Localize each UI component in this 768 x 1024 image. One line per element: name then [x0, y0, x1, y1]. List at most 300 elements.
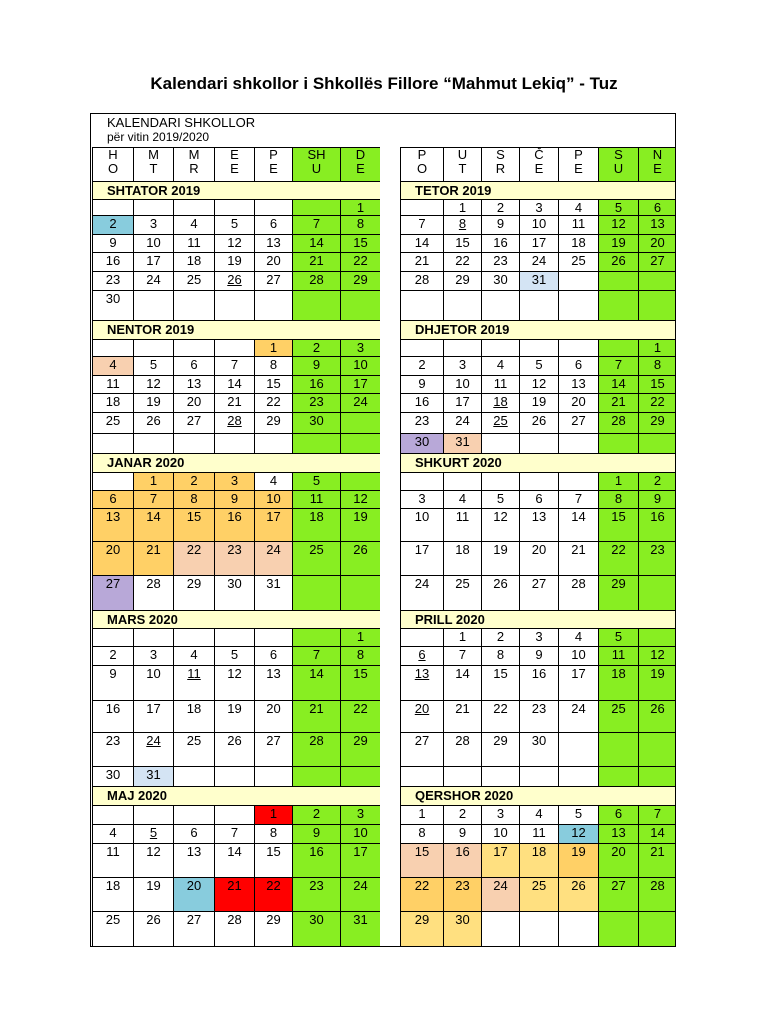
day-cell: 24 — [400, 575, 443, 610]
day-cell: 3 — [519, 628, 558, 646]
left-day-header-0: H O — [92, 147, 133, 181]
day-cell: 13 — [254, 234, 292, 252]
day-cell: 18 — [292, 508, 340, 541]
day-cell: 13 — [400, 665, 443, 700]
day-cell: 30 — [292, 412, 340, 433]
day-cell — [638, 911, 676, 947]
day-cell — [254, 199, 292, 215]
day-cell: 15 — [254, 843, 292, 877]
day-cell: 7 — [292, 215, 340, 234]
day-cell: 28 — [443, 732, 481, 766]
day-cell: 11 — [92, 843, 133, 877]
day-cell: 2 — [292, 339, 340, 356]
day-cell: 3 — [214, 472, 254, 490]
day-cell: 6 — [254, 646, 292, 665]
caption-year: për vitin 2019/2020 — [107, 130, 210, 144]
day-cell: 14 — [598, 375, 638, 393]
day-cell: 16 — [292, 843, 340, 877]
day-cell: 13 — [92, 508, 133, 541]
day-cell: 28 — [598, 412, 638, 433]
day-cell: 2 — [443, 805, 481, 824]
day-cell: 27 — [173, 911, 214, 947]
right-day-header-1: U T — [443, 147, 481, 181]
day-cell: 2 — [92, 215, 133, 234]
day-cell: 16 — [638, 508, 676, 541]
day-cell: 7 — [133, 490, 173, 508]
day-cell: 11 — [173, 665, 214, 700]
day-cell — [173, 433, 214, 453]
day-cell: 5 — [214, 215, 254, 234]
day-cell — [92, 339, 133, 356]
day-cell — [400, 339, 443, 356]
day-cell: 4 — [92, 824, 133, 843]
day-cell — [214, 199, 254, 215]
day-cell: 5 — [558, 805, 598, 824]
day-cell: 12 — [214, 665, 254, 700]
day-cell: 8 — [598, 490, 638, 508]
day-cell: 19 — [638, 665, 676, 700]
day-cell: 19 — [214, 252, 254, 271]
day-cell: 27 — [400, 732, 443, 766]
day-cell: 11 — [598, 646, 638, 665]
day-cell: 9 — [638, 490, 676, 508]
day-cell — [519, 911, 558, 947]
day-cell — [173, 805, 214, 824]
day-cell: 10 — [254, 490, 292, 508]
day-cell: 4 — [173, 215, 214, 234]
day-cell: 8 — [638, 356, 676, 375]
day-cell: 2 — [92, 646, 133, 665]
day-cell — [173, 199, 214, 215]
day-cell: 9 — [519, 646, 558, 665]
day-cell: 11 — [92, 375, 133, 393]
right-day-header-2: S R — [481, 147, 519, 181]
day-cell: 30 — [92, 766, 133, 786]
day-cell: 1 — [340, 199, 380, 215]
day-cell: 23 — [292, 877, 340, 911]
day-cell: 22 — [638, 393, 676, 412]
day-cell: 20 — [558, 393, 598, 412]
day-cell: 27 — [519, 575, 558, 610]
day-cell: 25 — [443, 575, 481, 610]
day-cell — [598, 732, 638, 766]
day-cell: 30 — [443, 911, 481, 947]
day-cell: 5 — [519, 356, 558, 375]
right-day-header-0: P O — [400, 147, 443, 181]
day-cell — [481, 290, 519, 320]
day-cell: 8 — [173, 490, 214, 508]
day-cell: 16 — [92, 700, 133, 732]
day-cell — [481, 433, 519, 453]
day-cell: 14 — [292, 234, 340, 252]
day-cell: 25 — [598, 700, 638, 732]
day-cell: 2 — [481, 628, 519, 646]
day-cell: 23 — [214, 541, 254, 575]
day-cell: 5 — [214, 646, 254, 665]
day-cell — [638, 732, 676, 766]
day-cell — [173, 766, 214, 786]
month-header: MARS 2020 — [92, 610, 380, 628]
day-cell: 28 — [400, 271, 443, 290]
month-header: QERSHOR 2020 — [400, 786, 676, 805]
day-cell: 4 — [443, 490, 481, 508]
day-cell: 31 — [443, 433, 481, 453]
day-cell: 24 — [133, 271, 173, 290]
day-cell: 8 — [340, 646, 380, 665]
right-day-header-4: P E — [558, 147, 598, 181]
day-cell — [133, 339, 173, 356]
month-header: SHTATOR 2019 — [92, 181, 380, 199]
day-cell: 12 — [638, 646, 676, 665]
day-cell: 23 — [92, 732, 133, 766]
day-cell: 12 — [340, 490, 380, 508]
day-cell: 28 — [292, 732, 340, 766]
day-cell: 26 — [214, 271, 254, 290]
day-cell — [638, 290, 676, 320]
right-day-header-3: Č E — [519, 147, 558, 181]
day-cell: 5 — [133, 824, 173, 843]
day-cell: 1 — [598, 472, 638, 490]
day-cell: 13 — [173, 843, 214, 877]
day-cell — [481, 911, 519, 947]
day-cell: 17 — [443, 393, 481, 412]
day-cell: 17 — [133, 700, 173, 732]
day-cell: 4 — [92, 356, 133, 375]
day-cell: 19 — [133, 393, 173, 412]
day-cell — [340, 766, 380, 786]
day-cell: 22 — [173, 541, 214, 575]
day-cell: 20 — [254, 700, 292, 732]
day-cell: 15 — [173, 508, 214, 541]
day-cell: 11 — [443, 508, 481, 541]
day-cell — [214, 290, 254, 320]
right-day-header-5: S U — [598, 147, 638, 181]
day-cell: 14 — [443, 665, 481, 700]
day-cell: 27 — [598, 877, 638, 911]
day-cell: 25 — [558, 252, 598, 271]
day-cell: 25 — [92, 412, 133, 433]
day-cell: 26 — [133, 911, 173, 947]
day-cell: 27 — [254, 271, 292, 290]
day-cell: 8 — [443, 215, 481, 234]
day-cell: 19 — [214, 700, 254, 732]
day-cell: 30 — [519, 732, 558, 766]
day-cell: 20 — [92, 541, 133, 575]
day-cell — [340, 433, 380, 453]
day-cell: 13 — [638, 215, 676, 234]
day-cell: 8 — [254, 824, 292, 843]
day-cell: 8 — [340, 215, 380, 234]
day-cell: 16 — [292, 375, 340, 393]
day-cell — [519, 339, 558, 356]
day-cell: 1 — [133, 472, 173, 490]
day-cell — [638, 766, 676, 786]
day-cell: 13 — [598, 824, 638, 843]
day-cell — [340, 412, 380, 433]
day-cell — [400, 766, 443, 786]
day-cell: 14 — [133, 508, 173, 541]
day-cell: 30 — [214, 575, 254, 610]
day-cell: 6 — [254, 215, 292, 234]
month-header: NENTOR 2019 — [92, 320, 380, 339]
day-cell: 26 — [133, 412, 173, 433]
month-header: MAJ 2020 — [92, 786, 380, 805]
day-cell — [340, 575, 380, 610]
day-cell: 22 — [443, 252, 481, 271]
day-cell: 21 — [638, 843, 676, 877]
day-cell — [443, 472, 481, 490]
day-cell — [598, 766, 638, 786]
day-cell: 1 — [400, 805, 443, 824]
day-cell — [400, 472, 443, 490]
day-cell: 12 — [133, 843, 173, 877]
day-cell: 3 — [400, 490, 443, 508]
day-cell: 17 — [519, 234, 558, 252]
day-cell: 21 — [443, 700, 481, 732]
day-cell — [133, 805, 173, 824]
day-cell: 31 — [340, 911, 380, 947]
day-cell — [133, 290, 173, 320]
day-cell — [558, 290, 598, 320]
day-cell — [519, 433, 558, 453]
day-cell: 18 — [558, 234, 598, 252]
day-cell: 7 — [400, 215, 443, 234]
day-cell: 20 — [173, 877, 214, 911]
left-day-header-5: SH U — [292, 147, 340, 181]
day-cell: 4 — [558, 628, 598, 646]
left-day-header-2: M R — [173, 147, 214, 181]
day-cell: 29 — [443, 271, 481, 290]
day-cell — [638, 575, 676, 610]
day-cell: 9 — [92, 234, 133, 252]
day-cell: 16 — [400, 393, 443, 412]
day-cell: 16 — [481, 234, 519, 252]
day-cell: 19 — [598, 234, 638, 252]
day-cell: 3 — [133, 646, 173, 665]
day-cell — [598, 433, 638, 453]
day-cell: 28 — [214, 911, 254, 947]
day-cell — [400, 199, 443, 215]
day-cell: 21 — [133, 541, 173, 575]
day-cell: 9 — [292, 824, 340, 843]
day-cell: 18 — [598, 665, 638, 700]
day-cell: 9 — [481, 215, 519, 234]
day-cell — [558, 766, 598, 786]
day-cell: 23 — [519, 700, 558, 732]
day-cell: 19 — [519, 393, 558, 412]
day-cell: 22 — [598, 541, 638, 575]
day-cell — [92, 433, 133, 453]
day-cell: 24 — [443, 412, 481, 433]
day-cell: 6 — [519, 490, 558, 508]
day-cell: 18 — [443, 541, 481, 575]
day-cell: 5 — [598, 199, 638, 215]
day-cell: 6 — [400, 646, 443, 665]
day-cell: 24 — [340, 877, 380, 911]
day-cell — [340, 290, 380, 320]
day-cell: 9 — [92, 665, 133, 700]
day-cell — [214, 766, 254, 786]
day-cell: 20 — [254, 252, 292, 271]
day-cell: 22 — [254, 877, 292, 911]
day-cell: 11 — [558, 215, 598, 234]
day-cell: 15 — [481, 665, 519, 700]
day-cell — [214, 628, 254, 646]
day-cell: 29 — [598, 575, 638, 610]
day-cell: 21 — [292, 700, 340, 732]
day-cell: 6 — [173, 356, 214, 375]
day-cell — [598, 290, 638, 320]
right-day-header-6: N E — [638, 147, 676, 181]
day-cell: 19 — [481, 541, 519, 575]
day-cell: 4 — [519, 805, 558, 824]
day-cell — [292, 199, 340, 215]
day-cell: 17 — [558, 665, 598, 700]
day-cell: 4 — [254, 472, 292, 490]
day-cell: 25 — [292, 541, 340, 575]
day-cell: 21 — [214, 393, 254, 412]
day-cell: 12 — [558, 824, 598, 843]
day-cell: 7 — [558, 490, 598, 508]
day-cell — [519, 766, 558, 786]
day-cell — [598, 271, 638, 290]
day-cell — [481, 766, 519, 786]
day-cell: 29 — [340, 732, 380, 766]
day-cell: 28 — [214, 412, 254, 433]
day-cell: 3 — [481, 805, 519, 824]
day-cell — [638, 628, 676, 646]
day-cell: 21 — [400, 252, 443, 271]
day-cell: 26 — [214, 732, 254, 766]
day-cell: 3 — [133, 215, 173, 234]
day-cell: 2 — [481, 199, 519, 215]
day-cell: 10 — [481, 824, 519, 843]
day-cell: 24 — [481, 877, 519, 911]
day-cell: 22 — [340, 252, 380, 271]
month-header: JANAR 2020 — [92, 453, 380, 472]
day-cell: 20 — [598, 843, 638, 877]
day-cell — [443, 766, 481, 786]
day-cell: 12 — [519, 375, 558, 393]
day-cell: 2 — [400, 356, 443, 375]
month-header: TETOR 2019 — [400, 181, 676, 199]
day-cell: 1 — [254, 339, 292, 356]
day-cell: 25 — [481, 412, 519, 433]
day-cell: 25 — [519, 877, 558, 911]
day-cell — [214, 339, 254, 356]
day-cell: 5 — [133, 356, 173, 375]
day-cell: 17 — [133, 252, 173, 271]
day-cell: 28 — [638, 877, 676, 911]
left-day-header-4: P E — [254, 147, 292, 181]
day-cell: 15 — [598, 508, 638, 541]
day-cell: 18 — [173, 700, 214, 732]
day-cell: 10 — [400, 508, 443, 541]
day-cell: 15 — [443, 234, 481, 252]
day-cell: 24 — [133, 732, 173, 766]
day-cell — [254, 766, 292, 786]
day-cell — [133, 199, 173, 215]
day-cell: 23 — [443, 877, 481, 911]
day-cell: 2 — [638, 472, 676, 490]
day-cell — [481, 472, 519, 490]
day-cell: 14 — [638, 824, 676, 843]
day-cell: 15 — [638, 375, 676, 393]
day-cell: 1 — [638, 339, 676, 356]
day-cell — [173, 339, 214, 356]
day-cell: 25 — [92, 911, 133, 947]
day-cell: 5 — [481, 490, 519, 508]
day-cell: 6 — [638, 199, 676, 215]
day-cell — [598, 339, 638, 356]
day-cell — [519, 290, 558, 320]
day-cell: 18 — [173, 252, 214, 271]
day-cell: 10 — [133, 234, 173, 252]
day-cell: 22 — [340, 700, 380, 732]
day-cell: 11 — [292, 490, 340, 508]
day-cell — [598, 911, 638, 947]
day-cell: 13 — [254, 665, 292, 700]
day-cell: 14 — [558, 508, 598, 541]
day-cell: 11 — [173, 234, 214, 252]
day-cell: 10 — [133, 665, 173, 700]
day-cell — [173, 628, 214, 646]
day-cell: 29 — [481, 732, 519, 766]
day-cell: 9 — [292, 356, 340, 375]
day-cell: 6 — [92, 490, 133, 508]
day-cell — [292, 433, 340, 453]
day-cell — [254, 290, 292, 320]
month-header: PRILL 2020 — [400, 610, 676, 628]
day-cell — [133, 628, 173, 646]
day-cell: 16 — [519, 665, 558, 700]
day-cell: 12 — [481, 508, 519, 541]
day-cell: 9 — [443, 824, 481, 843]
day-cell: 18 — [92, 877, 133, 911]
day-cell: 27 — [558, 412, 598, 433]
day-cell: 7 — [214, 824, 254, 843]
caption-title: KALENDARI SHKOLLOR — [107, 115, 256, 130]
day-cell — [400, 628, 443, 646]
calendar-caption — [107, 115, 255, 145]
day-cell: 10 — [340, 824, 380, 843]
day-cell: 3 — [340, 805, 380, 824]
day-cell — [443, 290, 481, 320]
day-cell: 30 — [481, 271, 519, 290]
day-cell: 9 — [214, 490, 254, 508]
day-cell: 7 — [292, 646, 340, 665]
left-day-header-1: M T — [133, 147, 173, 181]
day-cell: 19 — [133, 877, 173, 911]
day-cell: 25 — [173, 271, 214, 290]
day-cell: 24 — [558, 700, 598, 732]
day-cell: 30 — [92, 290, 133, 320]
day-cell: 21 — [558, 541, 598, 575]
day-cell: 15 — [254, 375, 292, 393]
day-cell: 13 — [558, 375, 598, 393]
day-cell: 7 — [214, 356, 254, 375]
day-cell: 10 — [340, 356, 380, 375]
day-cell: 31 — [133, 766, 173, 786]
day-cell: 16 — [443, 843, 481, 877]
day-cell — [558, 271, 598, 290]
day-cell: 19 — [340, 508, 380, 541]
day-cell: 8 — [254, 356, 292, 375]
day-cell: 16 — [214, 508, 254, 541]
day-cell: 12 — [598, 215, 638, 234]
day-cell: 27 — [254, 732, 292, 766]
day-cell: 6 — [598, 805, 638, 824]
